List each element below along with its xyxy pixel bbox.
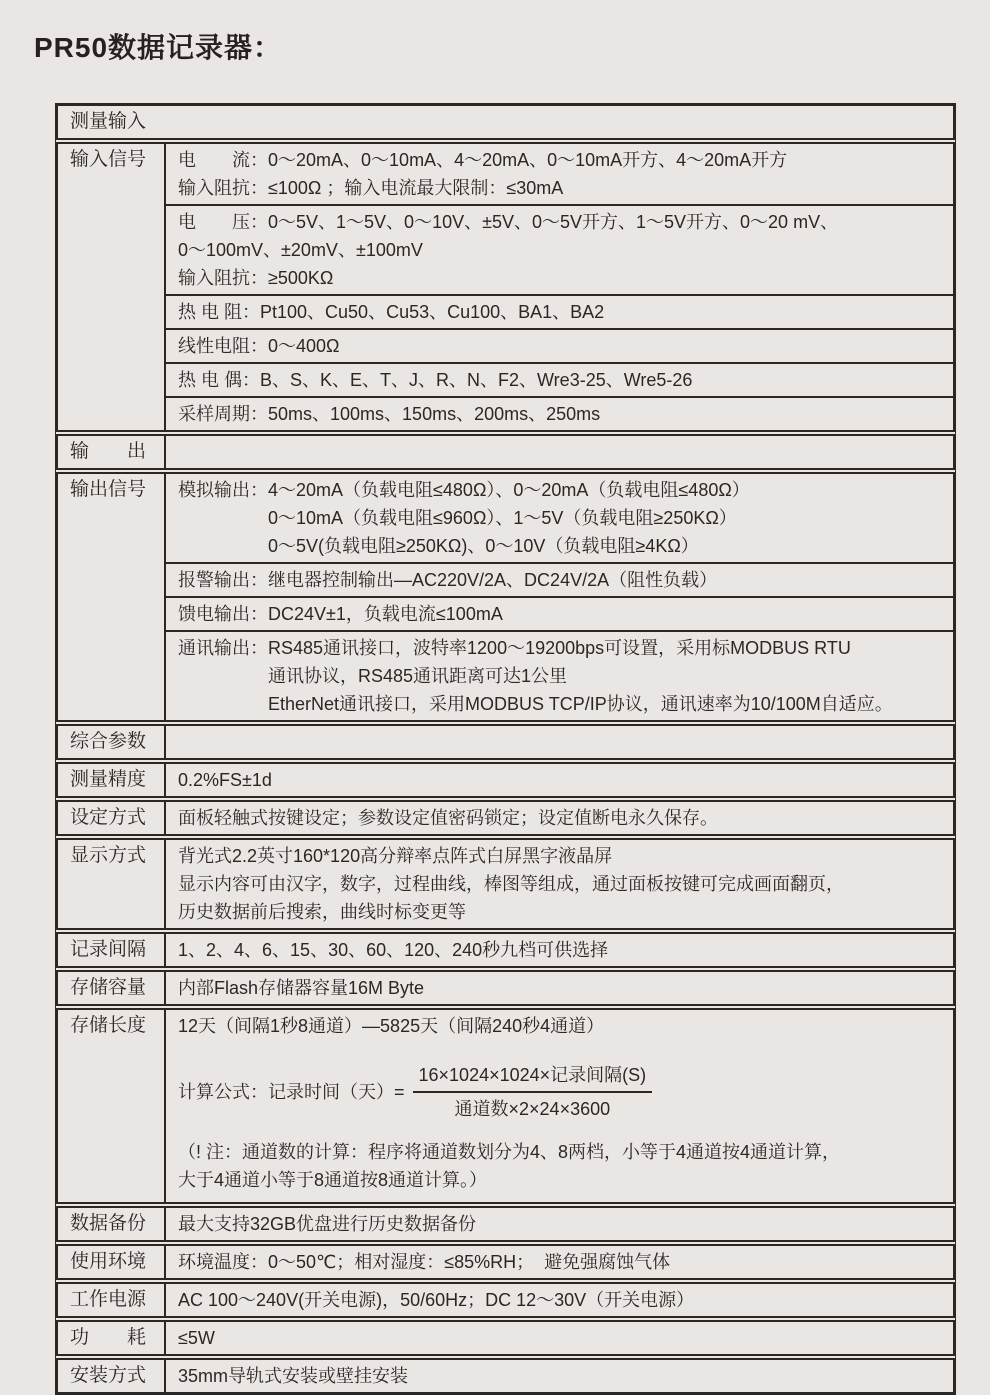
spec-row: [56, 1282, 955, 1318]
fraction-numerator: 16×1024×1024×记录间隔(S): [413, 1062, 653, 1093]
spec-table: [55, 103, 956, 1395]
content-line: 模拟输出：4～20mA（负载电阻≤480Ω）、0～20mA（负载电阻≤480Ω）: [178, 480, 750, 500]
content-line: 1、2、4、6、15、30、60、120、240秒九档可供选择: [178, 940, 609, 960]
note-line: 大于4通道小等于8通道按8通道计算。）: [178, 1170, 488, 1190]
spec-row: [56, 434, 955, 470]
content-line: 环境温度：0～50℃；相对湿度：≤85%RH； 避免强腐蚀气体: [178, 1252, 671, 1272]
content-line: 最大支持32GB优盘进行历史数据备份: [178, 1214, 477, 1234]
row-label: 功 耗: [58, 1322, 166, 1354]
content-line: 0～10mA（负载电阻≤960Ω）、1～5V（负载电阻≥250KΩ）: [178, 508, 737, 528]
content-line: 通讯协议，RS485通讯距离可达1公里: [178, 666, 568, 686]
fraction: [413, 1062, 653, 1122]
spec-row: [56, 1320, 955, 1356]
content-line: 0～5V(负载电阻≥250KΩ)、0～10V（负载电阻≥4KΩ）: [178, 536, 699, 556]
content-line: 热 电 偶：B、S、K、E、T、J、R、N、F2、Wre3-25、Wre5-26: [178, 370, 693, 390]
page-title: PR50数据记录器：: [34, 32, 283, 63]
content-line: 内部Flash存储器容量16M Byte: [178, 978, 425, 998]
row-content: [166, 840, 953, 928]
content-line: 面板轻触式按键设定；参数设定值密码锁定；设定值断电永久保存。: [178, 808, 718, 828]
subrow: [166, 562, 953, 596]
row-content: [166, 436, 953, 468]
subrow: [166, 474, 953, 562]
content-line: 电 流：0～20mA、0～10mA、4～20mA、0～10mA开方、4～20mA开方: [178, 150, 788, 170]
spec-row: [56, 142, 955, 432]
content-line: EtherNet通讯接口，采用MODBUS TCP/IP协议，通讯速率为10/100M自适应。: [178, 694, 893, 714]
formula-notes: [178, 1138, 949, 1194]
content-line: 35mm导轨式安装或壁挂安装: [178, 1366, 409, 1386]
content-line: 电 压：0～5V、1～5V、0～10V、±5V、0～5V开方、1～5V开方、0～20 mV、: [178, 212, 839, 232]
content-line: 输入阻抗：≥500KΩ: [178, 268, 334, 288]
content-line: 12天（间隔1秒8通道）—5825天（间隔240秒4通道）: [178, 1016, 605, 1036]
spec-row: [56, 970, 955, 1006]
row-label: 输出信号: [58, 474, 166, 720]
row-content: [166, 1360, 953, 1392]
row-label: 安装方式: [58, 1360, 166, 1392]
row-content: [166, 972, 953, 1004]
content-line: ≤5W: [178, 1328, 215, 1348]
content-line: 线性电阻：0～400Ω: [178, 336, 340, 356]
row-content: [166, 726, 953, 758]
row-content: [166, 144, 953, 430]
content-line: 0.2%FS±1d: [178, 770, 272, 790]
content-line: 通讯输出：RS485通讯接口，波特率1200～19200bps可设置，采用标MODBUS RTU: [178, 638, 851, 658]
spec-row: [56, 472, 955, 722]
spec-row: [56, 1244, 955, 1280]
row-label: 数据备份: [58, 1208, 166, 1240]
row-content: [166, 474, 953, 720]
content-line: 历史数据前后搜索，曲线时标变更等: [178, 902, 466, 922]
spec-row: [56, 762, 955, 798]
subrow: [166, 630, 953, 720]
subrow: [166, 396, 953, 430]
subrow: [166, 204, 953, 294]
row-content: [166, 1208, 953, 1240]
spec-row: [56, 724, 955, 760]
row-content: [166, 1284, 953, 1316]
formula-label: 计算公式：记录时间（天）=: [178, 1082, 405, 1102]
row-content: [166, 802, 953, 834]
spec-row: [56, 104, 955, 140]
row-content: [166, 1010, 953, 1202]
content-line: AC 100～240V(开关电源)，50/60Hz；DC 12～30V（开关电源）: [178, 1290, 695, 1310]
subrow: [166, 362, 953, 396]
row-label: 设定方式: [58, 802, 166, 834]
spec-row: [56, 932, 955, 968]
row-label: 输 出: [58, 436, 166, 468]
subrow: [166, 328, 953, 362]
row-content: [166, 1322, 953, 1354]
row-label: 记录间隔: [58, 934, 166, 966]
row-label: 输入信号: [58, 144, 166, 430]
spec-row: [56, 800, 955, 836]
content-line: 输入阻抗：≤100Ω ；输入电流最大限制：≤30mA: [178, 178, 564, 198]
content-line: 0～100mV、±20mV、±100mV: [178, 240, 423, 260]
row-label: 测量输入: [70, 111, 147, 132]
subrow: [166, 144, 953, 204]
spec-row: [56, 1206, 955, 1242]
row-label: 测量精度: [58, 764, 166, 796]
row-label: 综合参数: [58, 726, 166, 758]
fraction-denominator: 通道数×2×24×3600: [454, 1099, 611, 1119]
row-label: 存储长度: [58, 1010, 166, 1202]
content-line: 采样周期：50ms、100ms、150ms、200ms、250ms: [178, 404, 601, 424]
formula: [178, 1062, 949, 1122]
row-content: [166, 1246, 953, 1278]
content-line: 报警输出：继电器控制输出—AC220V/2A、DC24V/2A（阻性负载）: [178, 570, 718, 590]
content-line: 显示内容可由汉字，数字，过程曲线，棒图等组成，通过面板按键可完成画面翻页，: [178, 874, 844, 894]
row-label: 工作电源: [58, 1284, 166, 1316]
row-label: 显示方式: [58, 840, 166, 928]
row-label: 使用环境: [58, 1246, 166, 1278]
spec-row: [56, 838, 955, 930]
subrow: [166, 294, 953, 328]
subrow: [166, 596, 953, 630]
content-line: 背光式2.2英寸160*120高分辩率点阵式白屏黑字液晶屏: [178, 846, 613, 866]
row-content: [166, 934, 953, 966]
content-line: 馈电输出：DC24V±1，负载电流≤100mA: [178, 604, 503, 624]
note-line: （! 注：通道数的计算：程序将通道数划分为4、8两档，小等于4通道按4通道计算，: [178, 1142, 841, 1162]
row-content: [166, 764, 953, 796]
content-line: 热 电 阻：Pt100、Cu50、Cu53、Cu100、BA1、BA2: [178, 302, 605, 322]
spec-row: [56, 1008, 955, 1204]
spec-row: [56, 1358, 955, 1394]
row-label: 存储容量: [58, 972, 166, 1004]
